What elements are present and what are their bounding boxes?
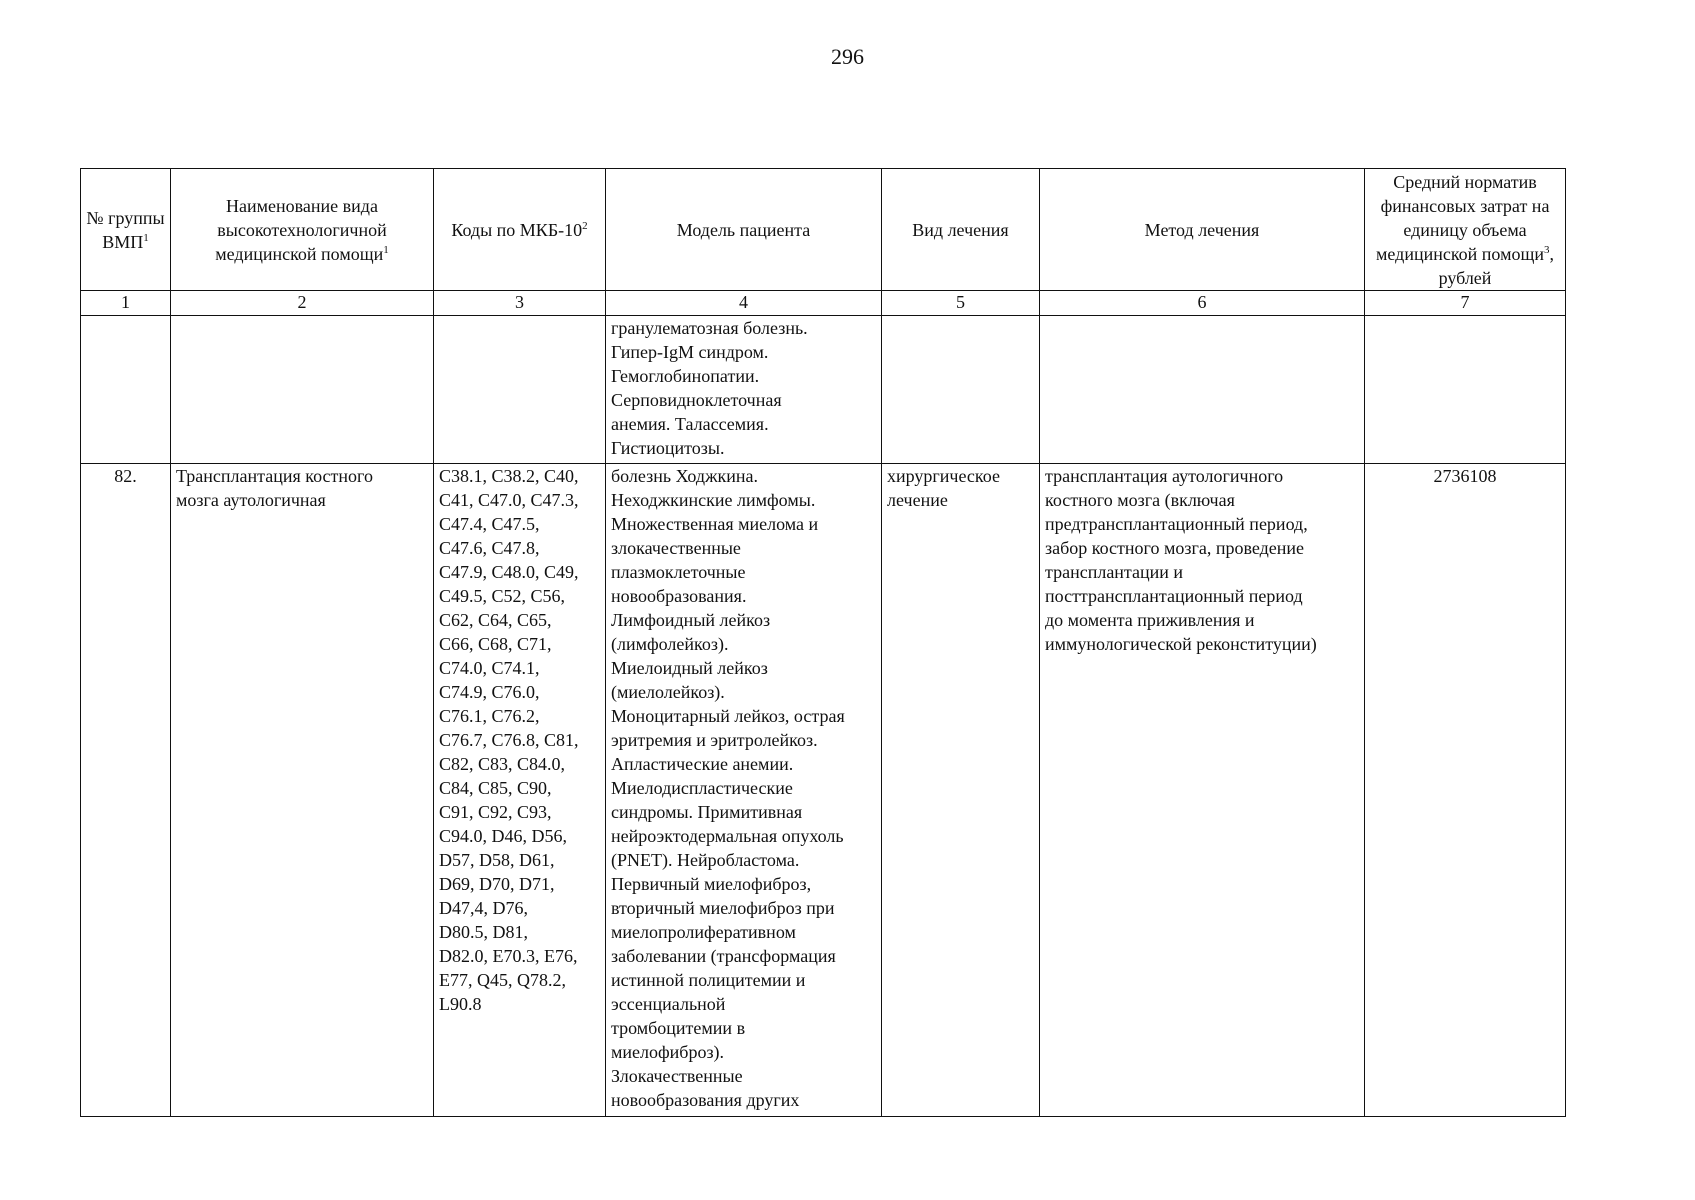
cell-text-line: C49.5, C52, C56, bbox=[439, 586, 566, 606]
cell-text-line: мозга аутологичная bbox=[176, 490, 326, 510]
header-cost-standard: Средний норматив финансовых затрат на единицу объема медицинской помощи$^3$, рублей bbox=[1365, 169, 1566, 291]
cell-text-line: (PNET). Нейробластома. bbox=[611, 850, 800, 870]
cell-text-line: гранулематозная болезнь. bbox=[611, 318, 808, 338]
cell-text-line: Моноцитарный лейкоз, острая bbox=[611, 706, 845, 726]
cell-treatment-type bbox=[882, 316, 1040, 464]
cell-text-line: C74.0, C74.1, bbox=[439, 658, 540, 678]
cell-text-line: нейроэктодермальная опухоль bbox=[611, 826, 844, 846]
cell-icd-codes bbox=[434, 464, 606, 1117]
header-treatment-type: Вид лечения bbox=[882, 169, 1040, 291]
column-number: 5 bbox=[882, 291, 1040, 316]
cell-text-line: D80.5, D81, bbox=[439, 922, 528, 942]
cell-text-line: лечение bbox=[887, 490, 948, 510]
cell-text-line: C82, C83, C84.0, bbox=[439, 754, 566, 774]
cell-text-line: Миелодиспластические bbox=[611, 778, 793, 798]
cell-text-line: плазмоклеточные bbox=[611, 562, 746, 582]
cell-treatment-type bbox=[882, 464, 1040, 1117]
cell-text-line: предтрансплантационный период, bbox=[1045, 514, 1308, 534]
cell-text-line: забор костного мозга, проведение bbox=[1045, 538, 1305, 558]
cell-text-line: трансплантации и bbox=[1045, 562, 1184, 582]
cell-patient-model bbox=[606, 464, 882, 1117]
cell-text-line: C76.7, C76.8, C81, bbox=[439, 730, 579, 750]
cell-text-line: Множественная миелома и bbox=[611, 514, 819, 534]
cell-text-line: миелофиброз). bbox=[611, 1042, 725, 1062]
cell-text-line: C91, C92, C93, bbox=[439, 802, 552, 822]
cell-text-line: Миелоидный лейкоз bbox=[611, 658, 768, 678]
cell-text-line: C38.1, C38.2, C40, bbox=[439, 466, 579, 486]
column-number: 2 bbox=[171, 291, 434, 316]
cell-text-line: C47.9, C48.0, C49, bbox=[439, 562, 579, 582]
cell-text-line: болезнь Ходжкина. bbox=[611, 466, 759, 486]
cell-text-line: L90.8 bbox=[439, 994, 482, 1014]
cell-text-line: Трансплантация костного bbox=[176, 466, 373, 486]
cell-text-line: (миелолейкоз). bbox=[611, 682, 725, 702]
cell-text-line: C62, C64, C65, bbox=[439, 610, 552, 630]
header-treatment-method: Метод лечения bbox=[1040, 169, 1365, 291]
cell-text-line: D57, D58, D61, bbox=[439, 850, 555, 870]
cell-text-line: Злокачественные bbox=[611, 1066, 743, 1086]
page-number: 296 bbox=[831, 44, 864, 69]
cell-text-line: костного мозга (включая bbox=[1045, 490, 1235, 510]
cell-vmp-name bbox=[171, 316, 434, 464]
cell-text-line: D69, D70, D71, bbox=[439, 874, 555, 894]
vmp-table bbox=[80, 168, 1566, 1117]
cell-text-line: C47.6, C47.8, bbox=[439, 538, 540, 558]
column-number-row bbox=[81, 291, 1566, 316]
cell-text-line: Гипер-IgM синдром. bbox=[611, 342, 769, 362]
cell-text-line: C47.4, C47.5, bbox=[439, 514, 540, 534]
column-number: 7 bbox=[1365, 291, 1566, 316]
cell-text-line: тромбоцитемии в bbox=[611, 1018, 746, 1038]
cell-text-line: заболевании (трансформация bbox=[611, 946, 836, 966]
cell-text-line: C76.1, C76.2, bbox=[439, 706, 540, 726]
table-row bbox=[81, 464, 1566, 1117]
cell-text-line: истинной полицитемии и bbox=[611, 970, 806, 990]
cell-treatment-method bbox=[1040, 464, 1365, 1117]
cell-text-line: трансплантация аутологичного bbox=[1045, 466, 1284, 486]
column-number: 6 bbox=[1040, 291, 1365, 316]
cell-cost bbox=[1365, 316, 1566, 464]
cell-treatment-method bbox=[1040, 316, 1365, 464]
cell-text-line: Лимфоидный лейкоз bbox=[611, 610, 771, 630]
cell-text-line: миелопролиферативном bbox=[611, 922, 796, 942]
cell-text-line: (лимфолейкоз). bbox=[611, 634, 729, 654]
cell-text-line: новообразования. bbox=[611, 586, 747, 606]
column-number: 3 bbox=[434, 291, 606, 316]
header-vmp-name: Наименование вида высокотехнологичной медицинской помощи$^1$ bbox=[171, 169, 434, 291]
header-row bbox=[81, 169, 1566, 291]
cell-text-line: Апластические анемии. bbox=[611, 754, 794, 774]
table-row bbox=[81, 316, 1566, 464]
cell-text-line: эссенциальной bbox=[611, 994, 726, 1014]
cell-text-line: C94.0, D46, D56, bbox=[439, 826, 568, 846]
cell-text-line: Неходжкинские лимфомы. bbox=[611, 490, 816, 510]
cell-vmp-name bbox=[171, 464, 434, 1117]
cell-icd-codes bbox=[434, 316, 606, 464]
column-number: 1 bbox=[81, 291, 171, 316]
cell-text-line: злокачественные bbox=[611, 538, 741, 558]
cell-text-line: до момента приживления и bbox=[1045, 610, 1255, 630]
cell-text-line: синдромы. Примитивная bbox=[611, 802, 803, 822]
header-icd-codes: Коды по МКБ-$10^2$ bbox=[434, 169, 606, 291]
cell-text-line: эритремия и эритролейкоз. bbox=[611, 730, 818, 750]
cell-cost: 2736108 bbox=[1365, 464, 1566, 1117]
cell-text-line: D47,4, D76, bbox=[439, 898, 528, 918]
cell-text-line: Гистиоцитозы. bbox=[611, 438, 725, 458]
cell-text-line: C41, C47.0, C47.3, bbox=[439, 490, 579, 510]
cell-text-line: C66, C68, C71, bbox=[439, 634, 552, 654]
cell-text-line: новообразования других bbox=[611, 1090, 800, 1110]
header-group-no: № группы ВМП$^1$ bbox=[81, 169, 171, 291]
cell-text-line: посттрансплантационный период bbox=[1045, 586, 1303, 606]
cell-text-line: анемия. Талассемия. bbox=[611, 414, 769, 434]
cell-text-line: Серповидноклеточная bbox=[611, 390, 782, 410]
cell-text-line: Первичный миелофиброз, bbox=[611, 874, 812, 894]
cell-text-line: иммунологической реконституции) bbox=[1045, 634, 1317, 654]
cell-text-line: Гемоглобинопатии. bbox=[611, 366, 760, 386]
cell-group-no bbox=[81, 316, 171, 464]
cell-text-line: C84, C85, C90, bbox=[439, 778, 552, 798]
cell-text-line: C74.9, C76.0, bbox=[439, 682, 540, 702]
cell-text-line: E77, Q45, Q78.2, bbox=[439, 970, 566, 990]
cell-text-line: вторичный миелофиброз при bbox=[611, 898, 835, 918]
cell-text-line: хирургическое bbox=[887, 466, 1000, 486]
cell-patient-model bbox=[606, 316, 882, 464]
cell-text-line: D82.0, E70.3, E76, bbox=[439, 946, 578, 966]
header-patient-model: Модель пациента bbox=[606, 169, 882, 291]
column-number: 4 bbox=[606, 291, 882, 316]
cell-group-no: 82. bbox=[81, 464, 171, 1117]
